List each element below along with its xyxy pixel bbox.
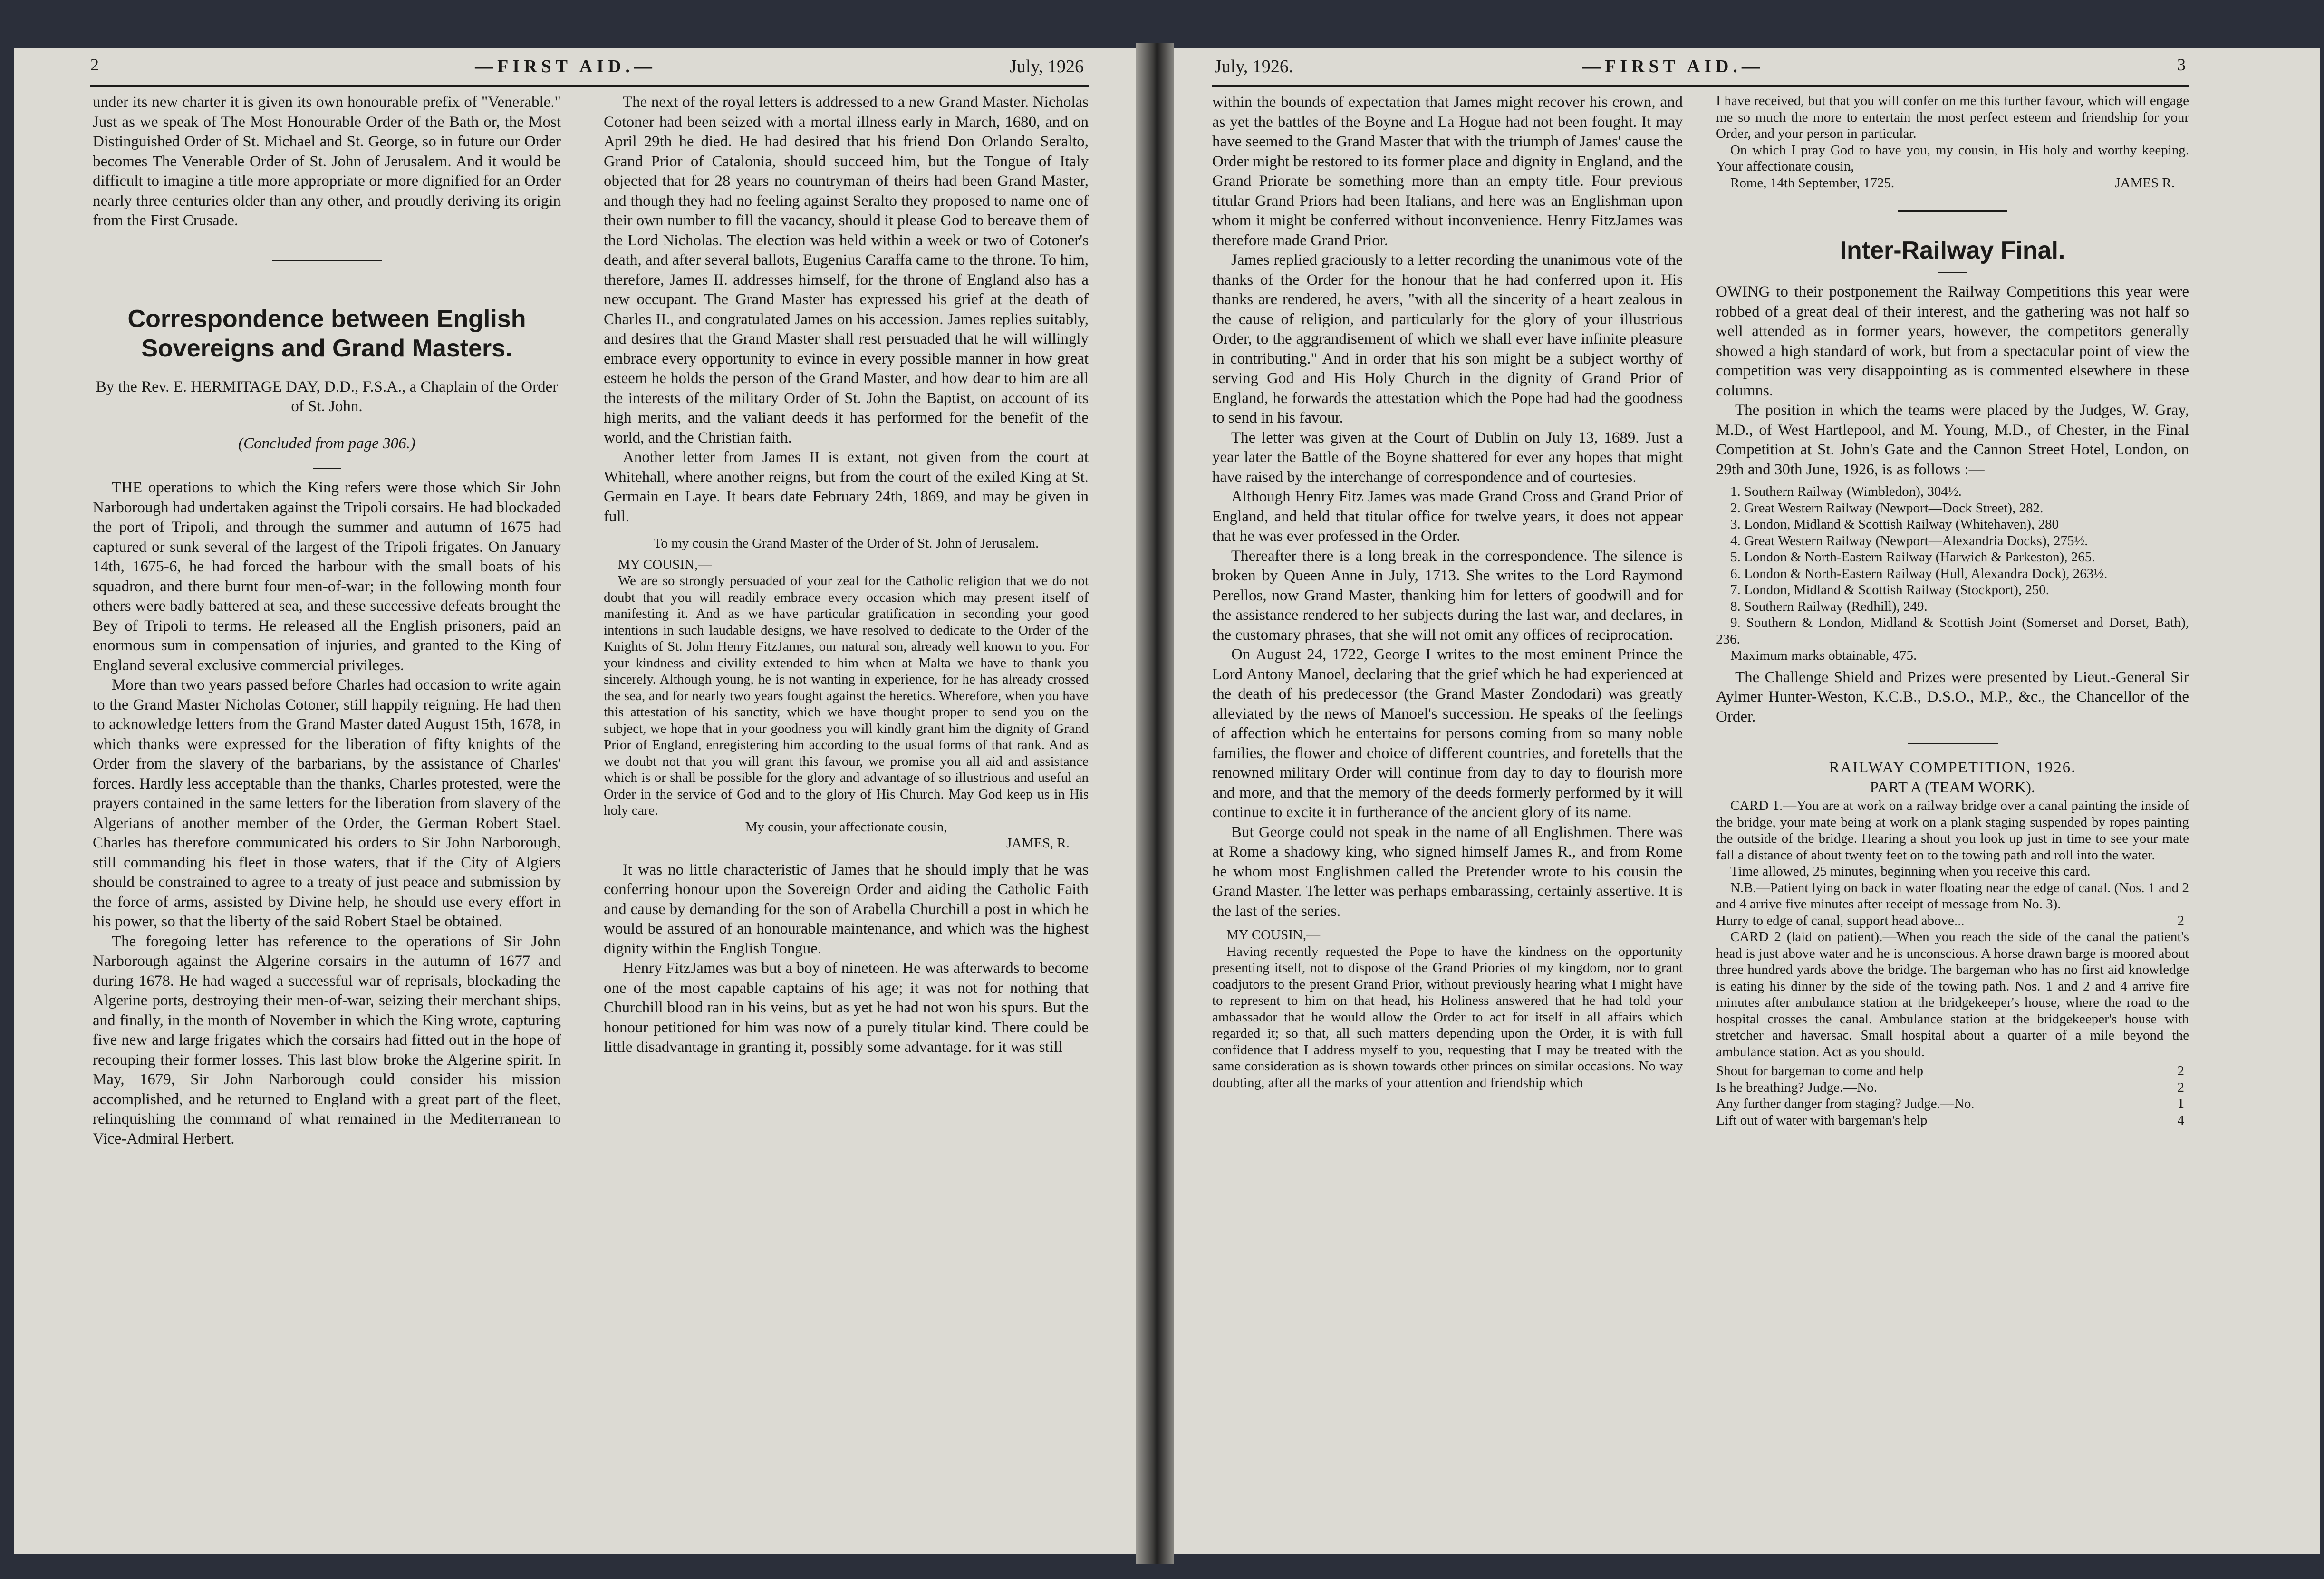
running-header-left bbox=[471, 50, 661, 83]
header-date-left bbox=[951, 50, 1084, 83]
paragraph: James replied graciously to a letter recording the unanimous vote of the thanks of the Order for the honour that he had conferred upon it. His thanks are rendered, he avers, "with all the sincerity of a heart zealous in the cause of religion, and particularly for the glory of your illustrious Order, to the aggrandisement of which we shall ever have infinite pleasure in contributing." And in order that his son might be a subject worthy of serving God and His Holy Church in the dignity of Grand Prior of England, he forwards the attestation which the Pope had had the goodness to send in his favour. bbox=[1212, 251, 1683, 426]
score-points: 2 bbox=[2177, 1079, 2184, 1095]
letter-body: I have received, but that you will confer on me this further favour, which will engage me so much the more to entertain the most perfect esteem and friendship for your Order, and your person in particular. bbox=[1716, 93, 2189, 141]
letter-signature: JAMES R. bbox=[2115, 175, 2175, 191]
result-item: 3. London, Midland & Scottish Railway (Whitehaven), 280 bbox=[1730, 517, 2059, 532]
paragraph: Henry FitzJames was but a boy of nineteen. He was afterwards to become one of the most capable captains of his age; it was not for nothing that Churchill blood ran in his veins, but as yet he had not won his spurs. But the honour petitioned for him was now of a purely titular kind. There could be little disadvantage in granting it, possibly some advantage. for it was still bbox=[604, 960, 1089, 1056]
score-points: 2 bbox=[2177, 1063, 2184, 1078]
divider bbox=[272, 260, 382, 261]
result-item: 1. Southern Railway (Wimbledon), 304½. bbox=[1730, 484, 1962, 499]
competition-title: RAILWAY COMPETITION, 1926. bbox=[1829, 759, 2076, 776]
result-item: 9. Southern & London, Midland & Scottish Joint (Somerset and Dorset, Bath), 236. bbox=[1716, 615, 2189, 647]
result-item: 2. Great Western Railway (Newport—Dock Street), 282. bbox=[1730, 500, 2044, 516]
score-label: Lift out of water with bargeman's help bbox=[1716, 1112, 1928, 1128]
card-1: CARD 1.—You are at work on a railway bridge over a canal painting the inside of the bridge, your mate being at work on a plank staging suspended by ropes painting the outside of the bridge. Hearing a shout you look up just in time to see your mate fall a distance of about twenty feet on to the towing path and roll into the water. bbox=[1716, 798, 2189, 863]
result-item: 5. London & North-Eastern Railway (Harwich & Parkeston), 265. bbox=[1730, 549, 2095, 565]
letter-addressee: To my cousin the Grand Master of the Order of St. John of Jerusalem. bbox=[653, 536, 1039, 551]
letter-closing: On which I pray God to have you, my cousin, in His holy and worthy keeping. Your affectionate cousin, bbox=[1716, 142, 2189, 174]
paragraph: THE operations to which the King refers were those which Sir John Narborough had undertaken against the Tripoli corsairs. He had blockaded the port of Tripoli, and through the summer and autumn of 1675 had captured or sunk several of the largest of the Tripoli frigates. On January 14th, 1675-6, he had forced the harbour with the small boats of his squadron, and there burnt four men-of-war; in the following month four others were badly battered at sea, and these successive defeats brought the Bey of Tripoli to terms. He released all the English prisoners, paid an enormous sum in compensation of injuries, and granted to the King of England several exclusive commercial privileges. bbox=[93, 479, 561, 674]
paragraph: The next of the royal letters is addressed to a new Grand Master. Nicholas Cotoner had been seized with a mortal illness early in March, 1680, and on April 29th he died. He had desired that his friend Don Orlando Seralto, Grand Prior of Catalonia, should succeed him, but the Tongue of Italy objected that for 28 years no countryman of theirs had been Grand Master, and though they had no feeling against Seralto they proposed to name one of their own number to fill the vacancy, should it please God to bereave them of the Lord Nicholas. The election was held within a week or two of Cotoner's death, and after several ballots, Eugenius Caraffa came to the throne. To him, therefore, James II. addresses himself, for the throne of England also has a new occupant. The Grand Master has expressed his grief at the death of Charles II., and congratulated James on his accession. James replies suitably, and desires that the Grand Master shall rest persuaded that he will willingly embrace every opportunity to evince in every possible manner in how great esteem he holds the person of the Grand Master, and how dear to him are all the interests of the military Order of St. John the Baptist, on account of its high merits, and the valiant deeds it has performed for the benefit of the world, and the Christian faith. bbox=[604, 94, 1089, 446]
score-label: Any further danger from staging? Judge.—No. bbox=[1716, 1096, 1975, 1111]
left-column-2 bbox=[604, 93, 1089, 1457]
header-rule-left bbox=[90, 85, 1089, 87]
result-item: 8. Southern Railway (Redhill), 249. bbox=[1730, 598, 1928, 614]
page-number-right: 3 bbox=[2177, 55, 2186, 74]
paragraph: within the bounds of expectation that James might recover his crown, and as yet the battles of the Boyne and La Hogue had not been fought. It may have seemed to the Grand Master that with the triumph of James' cause the Order might be restored to its former place and dignity in England, and the Grand Priorate be something more than an empty title. Four previous titular Grand Priors had been Italians, and here was an Englishman upon whom it might be conferred without inconvenience. Henry FitzJames was therefore made Grand Prior. bbox=[1212, 94, 1683, 249]
result-item: 4. Great Western Railway (Newport—Alexandria Docks), 275½. bbox=[1730, 533, 2088, 549]
letter-signature: JAMES, R. bbox=[1006, 836, 1070, 851]
competition-part: PART A (TEAM WORK). bbox=[1870, 779, 2035, 796]
score-row bbox=[1716, 1079, 2189, 1096]
intro-paragraph: under its new charter it is given its own honourable prefix of "Venerable." Just as we speak of The Most Honourable Order of the Bath or, the Most Distinguished Order of St. Michael and St. George, so in future our Order becomes The Venerable Order of St. John of Jerusalem. And it would be difficult to imagine a title more appropriate or more dignified for an Order nearly three centuries older than any other, and proudly deriving its origin from the First Crusade. bbox=[93, 94, 561, 229]
time-allowed: Time allowed, 25 minutes, beginning when you receive this card. bbox=[1730, 864, 2091, 879]
paragraph: The foregoing letter has reference to the operations of Sir John Narborough against the Algerine corsairs in the autumn of 1677 and during 1678. He had waged a successful war of reprisals, blockading the Algerine ports, destroying their men-of-war, seizing their merchant ships, and finally, in the month of November in which the King wrote, capturing five new and large frigates which the corsairs had fitted out in the hope of recouping their former losses. This last blow broke the Algerine spirit. In May, 1679, Sir John Narborough could consider his mission accomplished, and he returned to England with a great part of the fleet, relinquishing the command of what remained in the Mediterranean to Vice-Admiral Herbert. bbox=[93, 933, 561, 1147]
letter-body: Having recently requested the Pope to have the kindness on the opportunity presenting itself, not to dispose of the Grand Priories of my kingdom, nor to grant coadjutors to the present Grand Prior, without previously hearing what I might have to represent to him on that head, his Holiness answered that he had told your ambassador that he would allow the Order to act for itself in all affairs which regarded it; so that, all such matters depending upon the Order, it is with full confidence that I address myself to you, requesting that I may be treated with the same consideration as is shown towards other princes on similar occasions. No way doubting, after all the marks of your attention and friendship which bbox=[1212, 944, 1683, 1090]
score-row bbox=[1716, 913, 2189, 929]
paragraph: Another letter from James II is extant, not given from the court at Whitehall, where another reigns, but from the court of the exiled King at St. Germain en Laye. It bears date February 24th, 1869, and may be given in full. bbox=[604, 449, 1089, 525]
letter-closing: My cousin, your affectionate cousin, bbox=[745, 819, 947, 835]
letter-block bbox=[1212, 927, 1683, 1091]
paragraph: It was no little characteristic of James that he should imply that he was conferring honour upon the Sovereign Order and aiding the Catholic Faith and cause by demanding for the son of Arabella Churchill a post in which he would be assured of an honourable maintenance, and which was the highest dignity within the English Tongue. bbox=[604, 861, 1089, 957]
right-column-1 bbox=[1212, 93, 1683, 1457]
result-item: 7. London, Midland & Scottish Railway (Stockport), 250. bbox=[1730, 582, 2049, 597]
paragraph: OWING to their postponement the Railway Competitions this year were robbed of a great deal of their interest, and the gathering was not half so well attended as in former years, however, the competitors generally showed a high standard of work, but from a spectacular point of view the competition was very disappointing as is commented elsewhere in these columns. bbox=[1716, 283, 2189, 399]
header-date: July, 1926 bbox=[1010, 57, 1084, 77]
score-label: Shout for bargeman to come and help bbox=[1716, 1063, 1923, 1078]
letter-salutation: MY COUSIN,— bbox=[1226, 927, 1321, 943]
running-header-right bbox=[1578, 50, 1768, 83]
divider bbox=[1898, 210, 2007, 212]
header-title: —FIRST AID.— bbox=[475, 57, 656, 77]
score-points: 4 bbox=[2177, 1112, 2184, 1128]
letter-block bbox=[604, 535, 1089, 852]
paragraph: Although Henry Fitz James was made Grand Cross and Grand Prior of England, and held that titular office for twelve years, it does not appear that he was ever professed in the Order. bbox=[1212, 488, 1683, 545]
score-label: Hurry to edge of canal, support head above... bbox=[1716, 913, 1965, 928]
header-title: —FIRST AID.— bbox=[1582, 57, 1764, 77]
paragraph: On August 24, 1722, George I writes to the most eminent Prince the Lord Antony Manoel, declaring that the grief which he had experienced at the death of his predecessor (the Grand Master Zondodari) was greatly alleviated by the news of Manoel's succession. He speaks of the feelings of affection which he entertains for persons coming from so many noble families, the flower and choice of different countries, and foretells that the renowned military Order will continue from day to day to flourish more and more, and that the memory of the deeds formerly performed by it will continue to excite it in furtherance of the ancient glory of its name. bbox=[1212, 646, 1683, 821]
results-list bbox=[1716, 483, 2189, 664]
competition-cards bbox=[1716, 798, 2189, 1128]
right-column-2 bbox=[1716, 93, 2189, 1457]
paragraph: The Challenge Shield and Prizes were presented by Lieut.-General Sir Aylmer Hunter-Weston, K.C.B., D.S.O., M.P., &c., the Chancellor of the Order. bbox=[1716, 668, 2189, 725]
letter-continuation bbox=[1716, 93, 2189, 191]
short-rule bbox=[313, 468, 341, 469]
letter-salutation: MY COUSIN,— bbox=[618, 557, 712, 572]
paragraph: The position in which the teams were placed by the Judges, W. Gray, M.D., of West Hartlepool, and M. Young, M.D., of Chester, in the Final Competition at St. John's Gate and the Cannon Street Hotel, London, on 29th and 30th June, 1926, is as follows :— bbox=[1716, 402, 2189, 478]
book-spine bbox=[1136, 43, 1174, 1564]
paragraph: Thereafter there is a long break in the correspondence. The silence is broken by Queen Anne in July, 1713. She writes to the Lord Raymond Perellos, now Grand Master, thanking him for letters of goodwill and for the assistance rendered to her subjects during the last war, and declares, in the customary phrases, that she will not omit any offices of reciprocation. bbox=[1212, 547, 1683, 644]
card-2: CARD 2 (laid on patient).—When you reach the side of the canal the patient's head is just above water and he is unconscious. A horse drawn barge is moored about three hundred yards above the bridge. The bargeman who has no first aid knowledge is eating his dinner by the side of the towing path. Nos. 1 and 2 and 4 arrive fire minutes after ambulance station at the bridgekeeper's house, where the road to the hospital crosses the canal. Ambulance station at the bridgekeeper's house with stretcher and haversac. Small hospital about a quarter of a mile beyond the ambulance station. Act as you should. bbox=[1716, 929, 2189, 1059]
header-date-right bbox=[1215, 50, 1367, 83]
max-marks: Maximum marks obtainable, 475. bbox=[1730, 648, 1917, 663]
score-points: 1 bbox=[2177, 1096, 2184, 1111]
left-column-1 bbox=[93, 93, 561, 1457]
score-row bbox=[1716, 1112, 2189, 1129]
result-item: 6. London & North-Eastern Railway (Hull, Alexandra Dock), 263½. bbox=[1730, 566, 2108, 581]
score-points: 2 bbox=[2177, 913, 2184, 928]
letter-signoff bbox=[1716, 175, 2189, 192]
header-date: July, 1926. bbox=[1215, 57, 1293, 77]
letter-body: We are so strongly persuaded of your zeal for the Catholic religion that we do not doubt that you will readily embrace every occasion which may present itself of manifesting it. And as we have particular gratification in seconding your good intentions in such laudable designs, we have resolved to dedicate to the Order of the Knights of St. John Henry FitzJames, our natural son, already well known to you. For your kindness and civility extended to him when at Malta we have to thank you sincerely. Although young, he is not wanting in experience, for he has already crossed the sea, and for nearly two years fought against the heretics. Wherefore, when you have this attestation of his sanctity, which we have thought proper to send you on the subject, we hope that in your goodness you will kindly grant him the dignity of Grand Prior of England, enregistering him according to the usual forms of that rank. And as we doubt not that you will grant this favour, we promise you all aid and assistance which is or shall be possible for the glory and advantage of so illustrious and useful an Order in the service of God and to the glory of His Church. May God keep us in His holy care. bbox=[604, 573, 1089, 818]
article-heading: Inter-Railway Final. bbox=[1840, 237, 2065, 264]
byline: By the Rev. E. HERMITAGE DAY, D.D., F.S.A., a Chaplain of the Order of St. John. bbox=[96, 378, 558, 415]
score-label: Is he breathing? Judge.—No. bbox=[1716, 1079, 1878, 1095]
letter-place-date: Rome, 14th September, 1725. bbox=[1730, 175, 1895, 191]
short-rule bbox=[1908, 743, 1998, 744]
score-row bbox=[1716, 1063, 2189, 1079]
paragraph: The letter was given at the Court of Dublin on July 13, 1689. Just a year later the Battle of the Boyne shattered for ever any hopes that might have raised by the interchange of correspondence and of courtesies. bbox=[1212, 429, 1683, 486]
short-rule bbox=[1938, 272, 1967, 273]
paragraph: But George could not speak in the name of all Englishmen. There was at Rome a shadowy king, who signed himself James R., and from Rome he whom most Englishmen called the Pretender wrote to his cousin the Grand Master. The letter was perhaps embarassing, certainly assertive. It is the last of the series. bbox=[1212, 823, 1683, 920]
paragraph: More than two years passed before Charles had occasion to write again to the Grand Master Nicholas Cotoner, still happily reigning. He had then to acknowledge letters from the Grand Master dated August 15th, 1678, in which thanks were expressed for the liberation of fifty knights of the Order from the slavery of the barbarians, by the assistance of Charles' forces. Hardly less acceptable than the thanks, Charles protested, were the prayers contained in the same letters for the liberation from slavery of the Algerians of another member of the Order, the German Robert Stael. Charles has therefore communicated his orders to Sir John Narborough, still commanding his fleet in those waters, that if the City of Algiers should be constrained to agree to a treaty of just peace and submission by the force of arms, assisted by Divine help, he should use every effort in his power, so that the liberty of the said Robert Stael be obtained. bbox=[93, 676, 561, 930]
score-row bbox=[1716, 1096, 2189, 1112]
nota-bene: N.B.—Patient lying on back in water floating near the edge of canal. (Nos. 1 and 2 and 4 arrive five minutes after receipt of message from No. 3). bbox=[1716, 880, 2189, 912]
continued-note: (Concluded from page 306.) bbox=[238, 434, 415, 452]
header-rule-right bbox=[1212, 85, 2189, 87]
article-heading: Correspondence between English Sovereigns and Grand Masters. bbox=[127, 305, 526, 362]
page-number-left: 2 bbox=[90, 55, 99, 74]
